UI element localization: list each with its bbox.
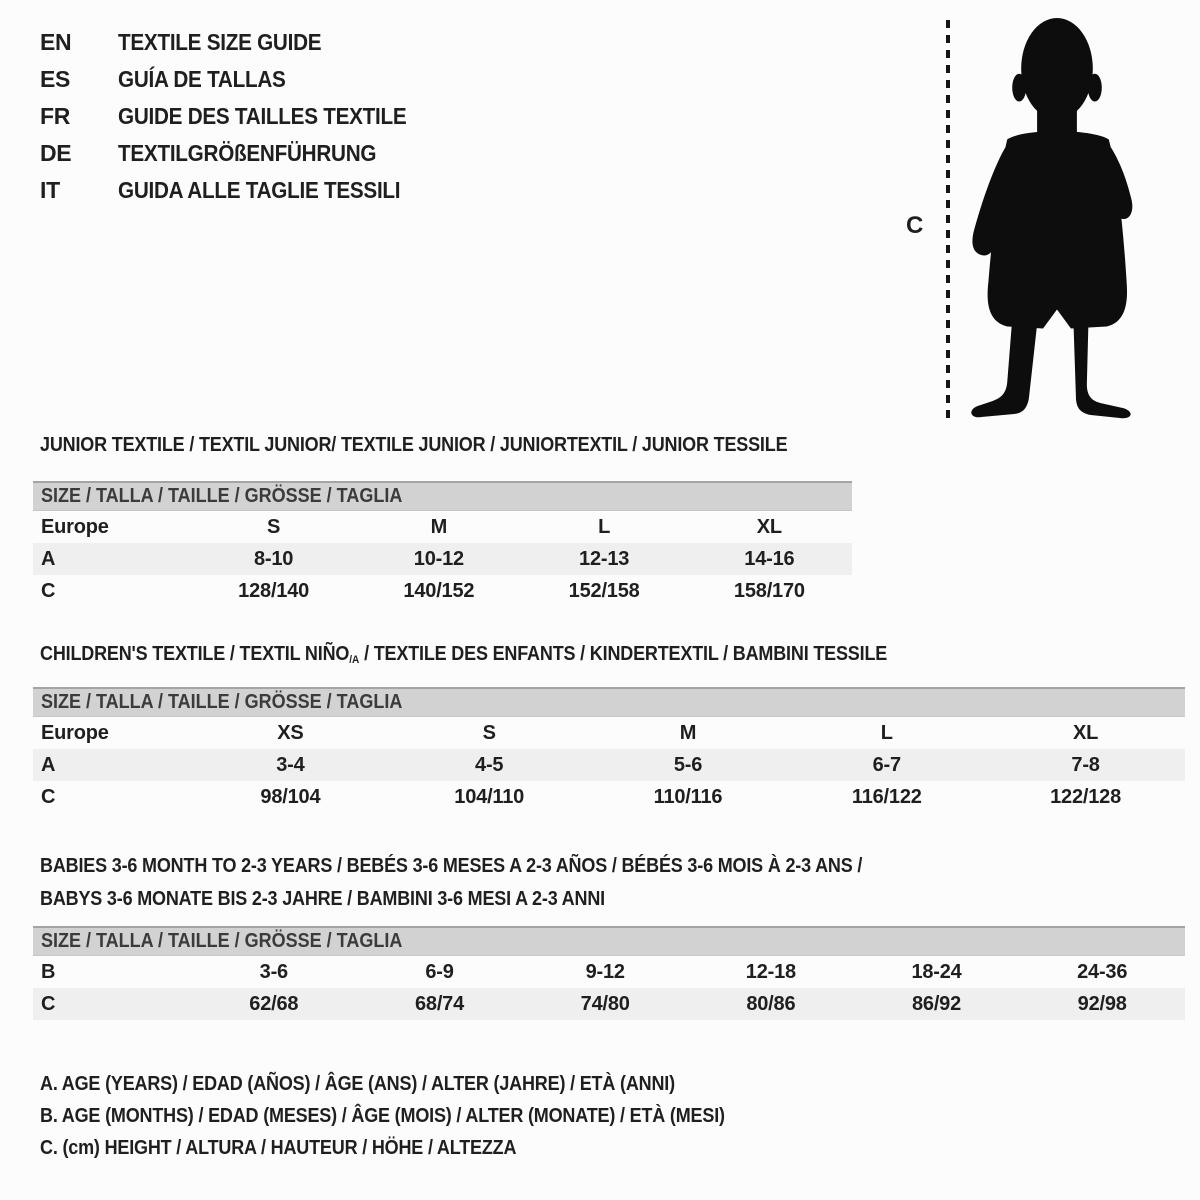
table-row: [33, 575, 852, 607]
guide-title-en: TEXTILE SIZE GUIDE: [118, 29, 322, 55]
size-value-cell: 140/152: [403, 580, 475, 602]
junior-title-text: JUNIOR TEXTILE / TEXTIL JUNIOR/ TEXTILE JUNIOR / JUNIORTEXTIL / JUNIOR TESSILE: [40, 434, 788, 456]
row-label: B: [41, 961, 56, 983]
size-value-cell: 86/92: [911, 993, 962, 1015]
junior-table-rows: [33, 511, 852, 607]
size-value-cell: 18-24: [911, 961, 962, 983]
size-value-cell: 152/158: [568, 580, 640, 602]
legend-line-c: C. (cm) HEIGHT / ALTURA / HAUTEUR / HÖHE / ALTEZZA: [40, 1137, 517, 1159]
language-code: ES: [40, 66, 71, 92]
size-value-cell: 110/116: [653, 786, 723, 808]
size-value-cell: 80/86: [746, 993, 796, 1015]
size-value-cell: 158/170: [733, 580, 805, 602]
junior-section-title: [40, 434, 870, 457]
table-row: [33, 988, 1185, 1020]
size-value-cell: 104/110: [454, 786, 525, 808]
row-label: Europe: [41, 722, 109, 744]
size-value-cell: XS: [277, 722, 304, 744]
children-title-subscript: /A: [349, 654, 360, 666]
size-value-cell: 10-12: [413, 548, 464, 570]
height-measure-dashed-line: [946, 20, 950, 418]
size-value-cell: 128/140: [238, 580, 310, 602]
size-band-label: SIZE / TALLA / TAILLE / GRÖSSE / TAGLIA: [41, 930, 403, 952]
babies-size-table: [33, 926, 1185, 1020]
table-row: [33, 749, 1185, 781]
legend-line-b: B. AGE (MONTHS) / EDAD (MESES) / ÂGE (MOIS) / ALTER (MONATE) / ETÀ (MESI): [40, 1105, 725, 1127]
size-value-cell: 6-9: [425, 961, 454, 983]
size-header-band: [33, 687, 1185, 717]
language-title-list: [40, 24, 439, 209]
legend: [40, 1068, 801, 1164]
legend-line-a: A. AGE (YEARS) / EDAD (AÑOS) / ÂGE (ANS) / ALTER (JAHRE) / ETÀ (ANNI): [40, 1073, 675, 1095]
language-code: FR: [40, 103, 71, 129]
size-value-cell: 8-10: [254, 548, 294, 570]
size-header-band: [33, 481, 852, 511]
size-header-band: [33, 926, 1185, 956]
size-value-cell: 6-7: [872, 754, 901, 776]
babies-title-line1: BABIES 3-6 MONTH TO 2-3 YEARS / BEBÉS 3-6 MESES A 2-3 AÑOS / BÉBÉS 3-6 MOIS À 2-3 ANS /: [40, 855, 863, 877]
table-row: [33, 511, 852, 543]
language-code: IT: [40, 177, 60, 203]
row-label: A: [41, 754, 56, 776]
size-value-cell: 3-4: [276, 754, 305, 776]
size-value-cell: 7-8: [1071, 754, 1100, 776]
babies-section-title: [40, 850, 954, 916]
language-row: [40, 61, 439, 98]
table-row: [33, 717, 1185, 749]
size-value-cell: 14-16: [744, 548, 795, 570]
row-label: C: [41, 580, 56, 602]
language-row: [40, 135, 439, 172]
children-title-text: [40, 643, 887, 669]
size-value-cell: XL: [1073, 722, 1099, 744]
guide-title-it: GUIDA ALLE TAGLIE TESSILI: [118, 177, 401, 203]
size-value-cell: 122/128: [1050, 786, 1122, 808]
language-row: [40, 24, 439, 61]
row-label: C: [41, 993, 56, 1015]
size-value-cell: M: [430, 516, 448, 538]
size-value-cell: 98/104: [260, 786, 321, 808]
children-title-part2: / TEXTILE DES ENFANTS / KINDERTEXTIL / BAMBINI TESSILE: [359, 643, 888, 665]
size-value-cell: 4-5: [475, 754, 504, 776]
children-title-part1: CHILDREN'S TEXTILE / TEXTIL NIÑO: [40, 643, 350, 665]
size-value-cell: 116/122: [851, 786, 922, 808]
size-band-label: SIZE / TALLA / TAILLE / GRÖSSE / TAGLIA: [41, 485, 403, 507]
table-row: [33, 543, 852, 575]
size-value-cell: 62/68: [249, 993, 299, 1015]
size-value-cell: 92/98: [1077, 993, 1127, 1015]
size-value-cell: 24-36: [1077, 961, 1128, 983]
size-band-label: SIZE / TALLA / TAILLE / GRÖSSE / TAGLIA: [41, 691, 403, 713]
size-value-cell: S: [482, 722, 496, 744]
row-label: C: [41, 786, 56, 808]
guide-title-fr: GUIDE DES TAILLES TEXTILE: [118, 103, 407, 129]
size-value-cell: 12-18: [745, 961, 796, 983]
children-size-table: [33, 687, 1185, 813]
size-value-cell: M: [679, 722, 697, 744]
size-value-cell: 5-6: [673, 754, 703, 776]
guide-title-es: GUÍA DE TALLAS: [118, 66, 286, 92]
children-table-rows: [33, 717, 1185, 813]
language-row: [40, 172, 439, 209]
size-value-cell: 68/74: [414, 993, 465, 1015]
size-value-cell: 9-12: [585, 961, 625, 983]
toddler-silhouette-icon: [960, 12, 1152, 420]
size-value-cell: 74/80: [580, 993, 630, 1015]
junior-size-table: [33, 481, 852, 607]
children-section-title: [40, 643, 981, 669]
language-row: [40, 98, 439, 135]
language-code: EN: [40, 29, 72, 55]
height-measure-label: C: [906, 212, 924, 239]
babies-table-rows: [33, 956, 1185, 1020]
size-value-cell: 3-6: [259, 961, 288, 983]
size-value-cell: S: [267, 516, 281, 538]
table-row: [33, 956, 1185, 988]
size-value-cell: 12-13: [579, 548, 630, 570]
babies-title-line2: BABYS 3-6 MONATE BIS 2-3 JAHRE / BAMBINI 3-6 MESI A 2-3 ANNI: [40, 888, 605, 910]
row-label: Europe: [41, 516, 109, 538]
language-code: DE: [40, 140, 72, 166]
size-value-cell: L: [598, 516, 611, 538]
guide-title-de: TEXTILGRÖßENFÜHRUNG: [118, 140, 377, 166]
table-row: [33, 781, 1185, 813]
size-value-cell: XL: [756, 516, 782, 538]
size-value-cell: L: [880, 722, 893, 744]
row-label: A: [41, 548, 56, 570]
